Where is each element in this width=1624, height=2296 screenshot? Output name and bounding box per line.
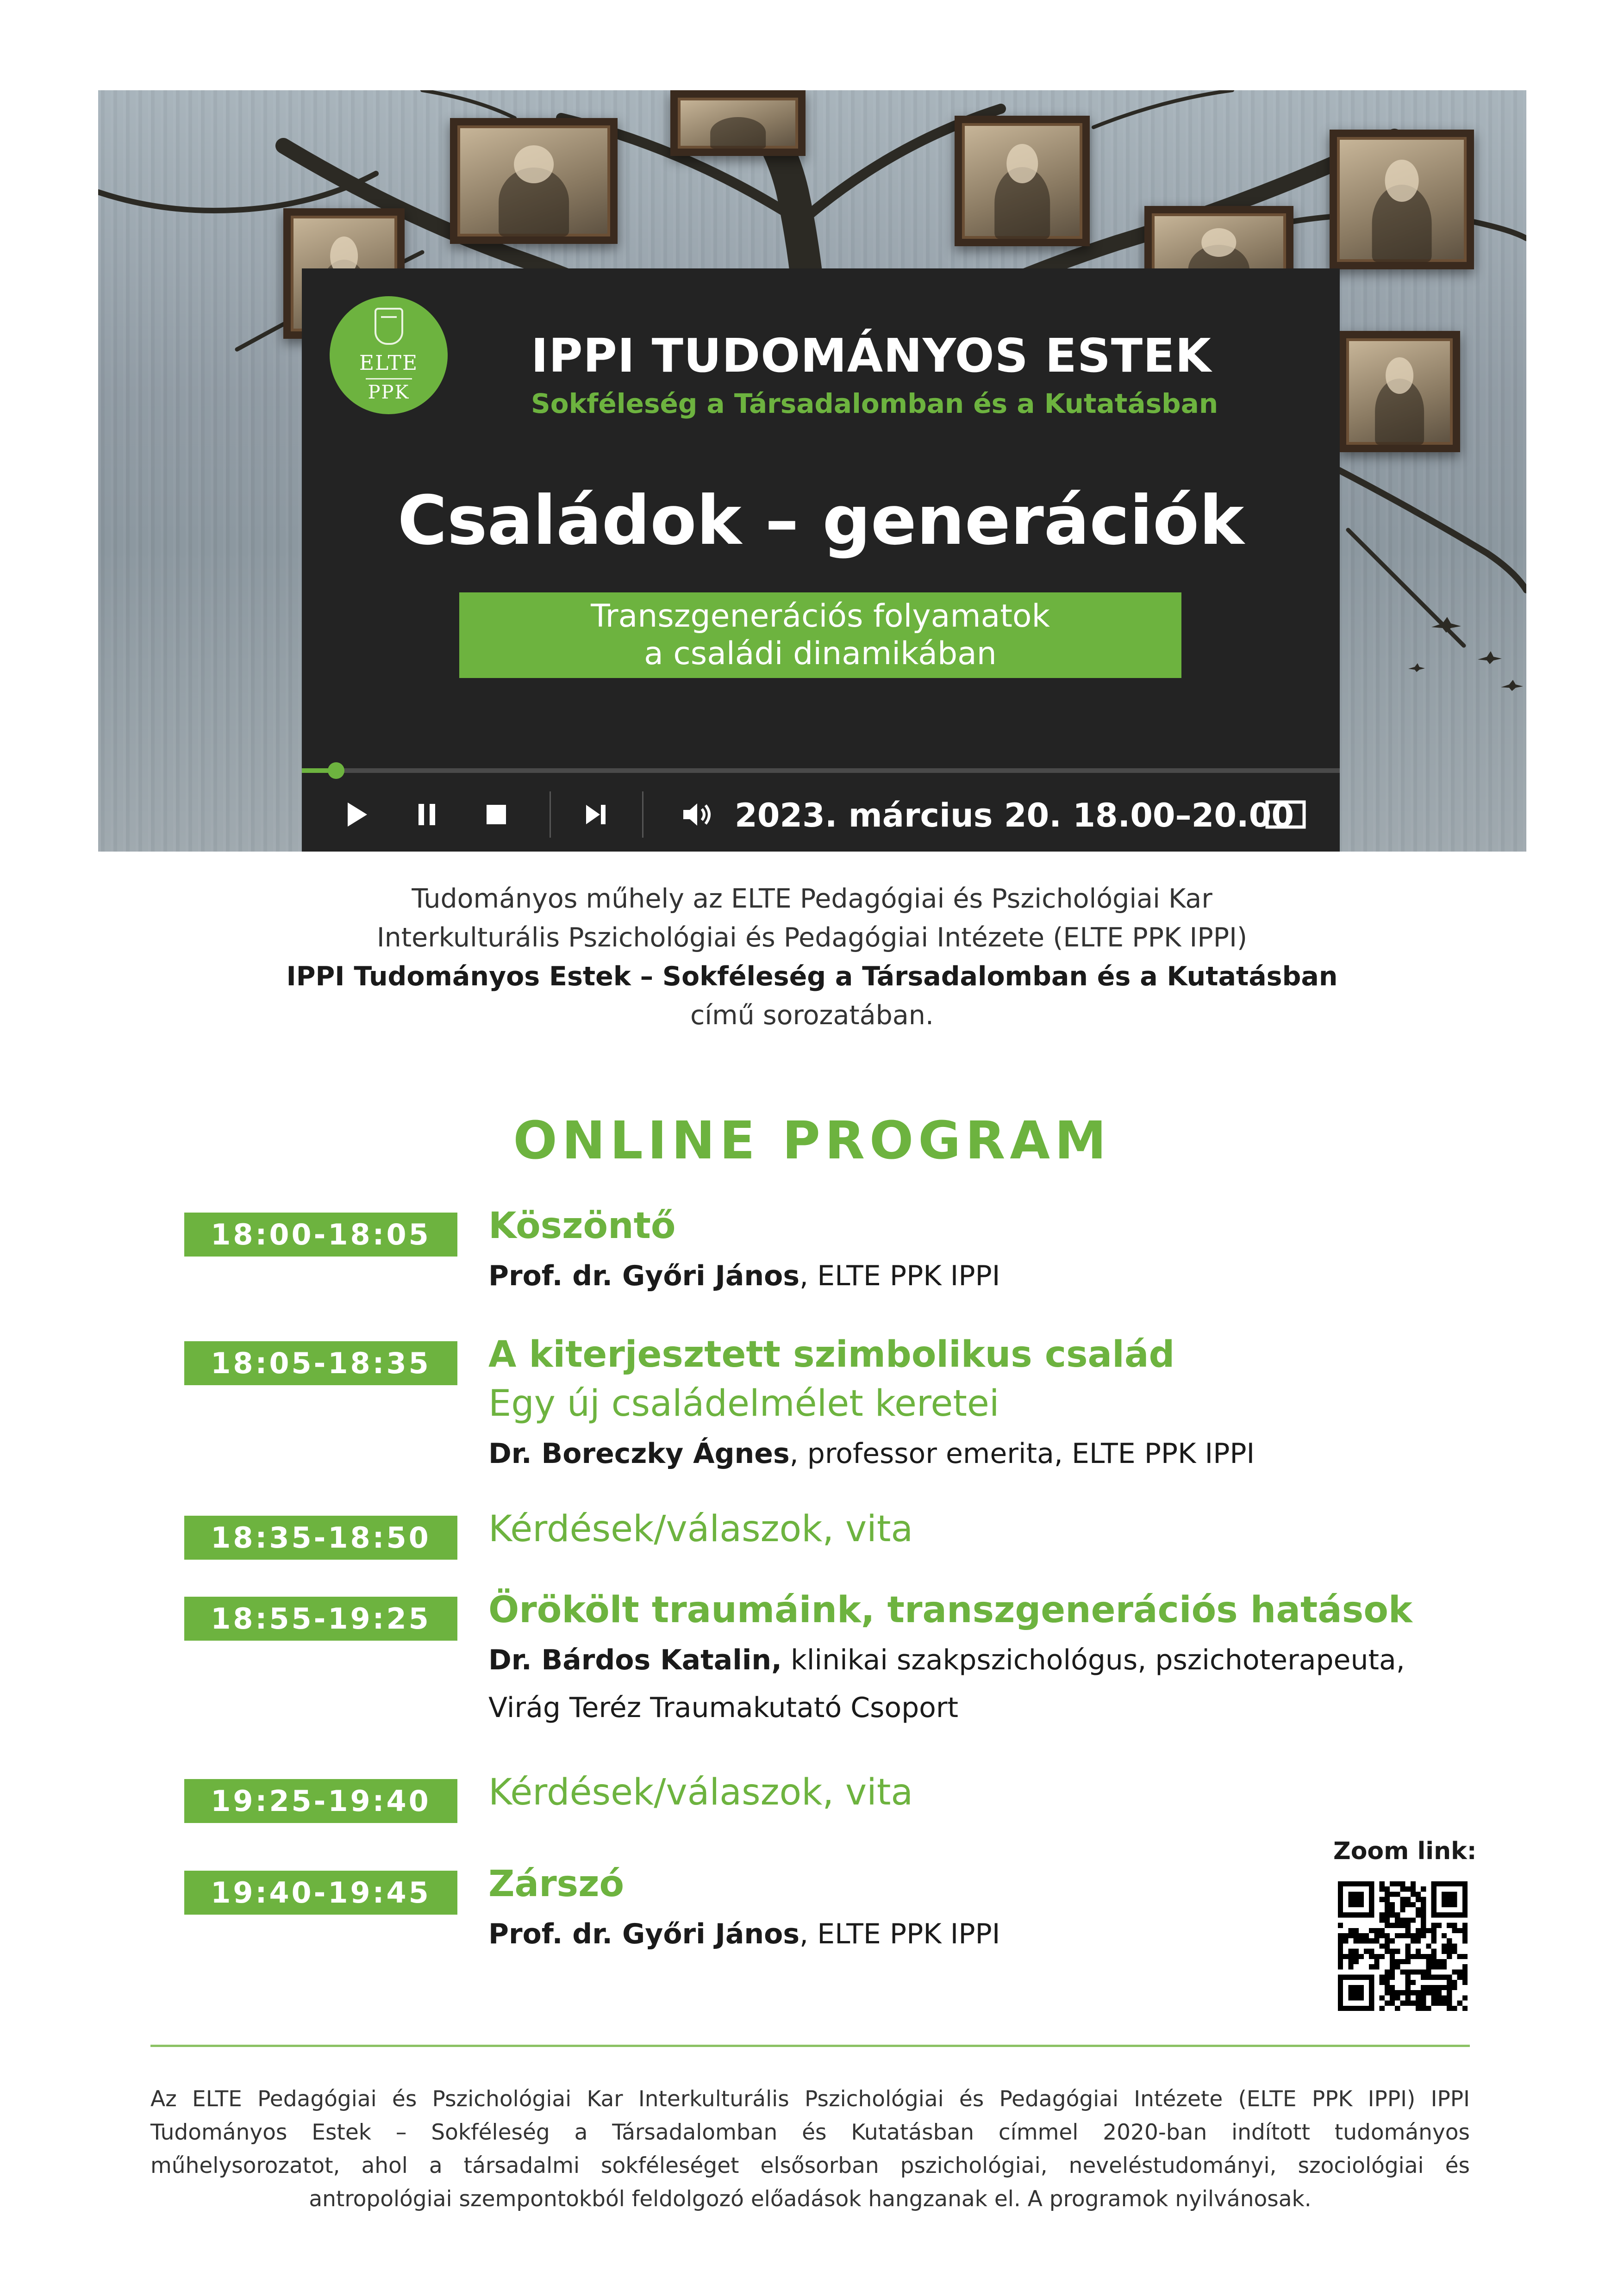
intro-line-2: Interkulturális Pszichológiai és Pedagógiai Intézete (ELTE PPK IPPI) (376, 922, 1248, 953)
qr-code-icon[interactable] (1338, 1881, 1468, 2011)
intro-line-4: című sorozatában. (690, 1000, 934, 1031)
speaker: Prof. dr. Győri János, ELTE PPK IPPI (488, 1260, 1000, 1292)
family-photo-frame (670, 90, 806, 156)
talk-title: A kiterjesztett szimbolikus család (488, 1334, 1175, 1375)
divider (150, 2045, 1470, 2047)
fullscreen-icon[interactable] (1262, 796, 1309, 833)
logo-line-2: PPK (368, 382, 410, 404)
program-heading: ONLINE PROGRAM (513, 1111, 1111, 1171)
progress-bar[interactable] (302, 768, 1340, 773)
event-date-time: 2023. március 20. 18.00–20.00 (735, 796, 1294, 834)
time-badge: 18:05-18:35 (184, 1341, 457, 1385)
family-photo-frame (1330, 130, 1474, 269)
talk-title: Örökölt traumáink, transzgenerációs hatások (488, 1589, 1412, 1631)
time-badge: 19:25-19:40 (184, 1779, 457, 1823)
speaker: Prof. dr. Győri János, ELTE PPK IPPI (488, 1918, 1000, 1950)
play-icon[interactable] (339, 796, 376, 833)
event-subtitle-line-2: a családi dinamikában (644, 635, 997, 672)
speaker-affiliation: Virág Teréz Traumakutató Csoport (488, 1692, 959, 1724)
stop-icon[interactable] (478, 796, 515, 833)
time-badge: 18:55-19:25 (184, 1597, 457, 1641)
intro-line-1: Tudományos műhely az ELTE Pedagógiai és Pszichológiai Kar (412, 884, 1212, 914)
time-badge: 18:00-18:05 (184, 1213, 457, 1257)
talk-title: Köszöntő (488, 1205, 676, 1247)
talk-subtitle: Egy új családelmélet keretei (488, 1383, 999, 1425)
player-controls (302, 787, 1340, 842)
event-subtitle-box (459, 592, 1181, 678)
event-subtitle-line-1: Transzgenerációs folyamatok (591, 598, 1050, 635)
event-title: Családok – generációk (397, 481, 1244, 560)
progress-handle[interactable] (328, 762, 344, 779)
pause-icon[interactable] (408, 796, 445, 833)
logo-line-1: ELTE (359, 351, 418, 375)
talk-title: Zárszó (488, 1863, 625, 1905)
series-subtitle: Sokféleség a Társadalomban és a Kutatásban (531, 388, 1218, 419)
footer-text: Az ELTE Pedagógiai és Pszichológiai Kar Interkulturális Pszichológiai és Pedagógiai Intézete (ELTE PPK IPPI) IPPI Tudományos Estek – Sokféleség a Társadalomban és Kutatásban címmel 2020-ban indított tudományos műhelysorozatot, ahol a társadalmi sokféleséget elsősorban pszichológiai, neveléstudományi, szociológiai és antropológiai szempontokból feldolgozó előadások hangzanak el. A programok nyilvánosak. (150, 2086, 1470, 2212)
video-player-card (302, 268, 1340, 852)
family-photo-frame (1339, 331, 1460, 452)
crest-icon (375, 308, 403, 345)
speaker: Dr. Boreczky Ágnes, professor emerita, ELTE PPK IPPI (488, 1437, 1255, 1470)
family-photo-frame (955, 116, 1090, 246)
hero-banner (98, 90, 1526, 852)
time-badge: 18:35-18:50 (184, 1516, 457, 1560)
volume-icon[interactable] (677, 796, 718, 833)
skip-next-icon[interactable] (577, 796, 614, 833)
talk-title: Kérdések/válaszok, vita (488, 1772, 913, 1813)
intro-text (0, 879, 1624, 1035)
series-title: IPPI TUDOMÁNYOS ESTEK (531, 329, 1212, 383)
family-photo-frame (450, 118, 618, 244)
intro-line-3: IPPI Tudományos Estek – Sokféleség a Társadalomban és a Kutatásban (286, 961, 1338, 992)
talk-title: Kérdések/válaszok, vita (488, 1508, 913, 1550)
speaker: Dr. Bárdos Katalin, klinikai szakpszichológus, pszichoterapeuta, (488, 1644, 1405, 1676)
time-badge: 19:40-19:45 (184, 1871, 457, 1915)
zoom-label: Zoom link: (1333, 1837, 1477, 1865)
elte-ppk-logo (330, 296, 448, 414)
